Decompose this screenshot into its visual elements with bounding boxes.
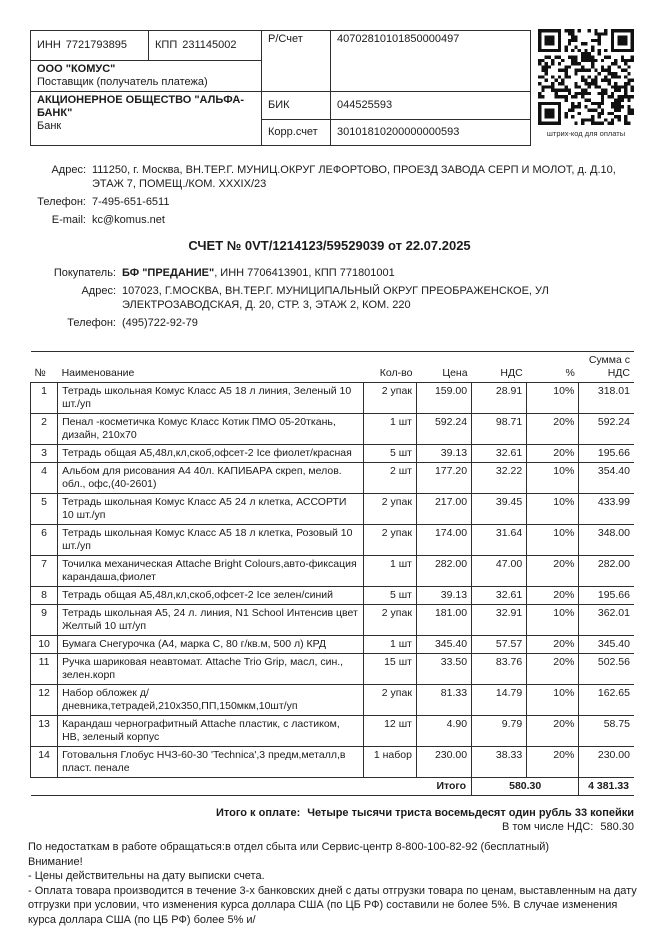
item-quantity: 5 шт: [363, 587, 416, 605]
row-number: 10: [31, 636, 58, 654]
item-vat: 57.57: [472, 636, 527, 654]
table-row: [31, 494, 635, 525]
item-total: 195.66: [579, 445, 634, 463]
item-vat: 9.79: [472, 716, 527, 747]
corr-account-label: Корр.счет: [261, 119, 331, 145]
table-row: [31, 605, 635, 636]
item-total: 195.66: [579, 587, 634, 605]
item-vat-percent: 20%: [527, 747, 579, 778]
item-price: 159.00: [416, 383, 471, 414]
footer-notes: [28, 840, 642, 927]
item-total: 354.40: [579, 463, 634, 494]
items-body: [31, 383, 635, 778]
item-vat: 31.64: [472, 525, 527, 556]
buyer-name-line: [122, 266, 634, 280]
item-name: Карандаш чернографитный Attache пластик, с ластиком, НВ, зеленый корпус: [58, 716, 364, 747]
item-name: Бумага Снегурочка (А4, марка С, 80 г/кв.м, 500 л) КРД: [58, 636, 364, 654]
inn-label: ИНН: [37, 39, 61, 51]
item-vat-percent: 20%: [527, 556, 579, 587]
header-vat: НДС: [472, 352, 527, 383]
item-price: 39.13: [416, 587, 471, 605]
item-vat-percent: 20%: [527, 716, 579, 747]
supplier-phone-row: [28, 195, 634, 209]
items-table: [30, 351, 634, 796]
email-label: E-mail:: [51, 214, 86, 226]
buyer-details: , ИНН 7706413901, КПП 771801001: [214, 267, 395, 279]
item-vat: 47.00: [472, 556, 527, 587]
settlement-account-label: Р/Счет: [261, 31, 331, 91]
table-row: [31, 525, 635, 556]
row-number: 6: [31, 525, 58, 556]
supplier-name: ООО "КОМУС": [37, 63, 116, 75]
supplier-name-cell: [31, 61, 261, 91]
item-vat: 14.79: [472, 685, 527, 716]
item-price: 33.50: [416, 654, 471, 685]
item-vat: 83.76: [472, 654, 527, 685]
item-total: 162.65: [579, 685, 634, 716]
item-name: Тетрадь школьная Комус Класс А5 18 л клетка, Розовый 10 шт./уп: [58, 525, 364, 556]
invoice-title: СЧЕТ № 0VT/1214123/59529039 от 22.07.2025: [188, 238, 471, 253]
item-total: 433.99: [579, 494, 634, 525]
row-number: 9: [31, 605, 58, 636]
item-price: 230.00: [416, 747, 471, 778]
amount-due-line: [30, 806, 634, 820]
item-total: 282.00: [579, 556, 634, 587]
item-vat: 28.91: [472, 383, 527, 414]
item-vat-percent: 10%: [527, 494, 579, 525]
item-quantity: 1 шт: [363, 414, 416, 445]
supplier-role: Поставщик (получатель платежа): [37, 76, 208, 88]
item-price: 81.33: [416, 685, 471, 716]
buyer-block: [28, 266, 634, 334]
item-quantity: 5 шт: [363, 445, 416, 463]
qr-caption: штрих-код для оплаты: [546, 129, 626, 138]
row-number: 4: [31, 463, 58, 494]
item-name: Альбом для рисования А4 40л. КАПИБАРА скреп, мелов. обл., офс,(40-2601): [58, 463, 364, 494]
bank-name-cell: [31, 91, 261, 145]
row-number: 13: [31, 716, 58, 747]
item-vat-percent: 20%: [527, 445, 579, 463]
row-number: 1: [31, 383, 58, 414]
item-vat-percent: 10%: [527, 685, 579, 716]
table-row: [31, 556, 635, 587]
item-vat-percent: 20%: [527, 636, 579, 654]
supplier-kpp: [149, 31, 261, 61]
item-price: 217.00: [416, 494, 471, 525]
vat-included-line: [30, 820, 634, 834]
phone-label: Телефон:: [37, 196, 86, 208]
row-number: 2: [31, 414, 58, 445]
total-sum: 4 381.33: [579, 778, 634, 796]
item-vat-percent: 10%: [527, 605, 579, 636]
item-price: 177.20: [416, 463, 471, 494]
address-label: Адрес:: [51, 164, 86, 176]
amount-due-label: Итого к оплате:: [215, 807, 301, 819]
item-name: Точилка механическая Attache Bright Colours,авто-фиксация карандаша,фиолет: [58, 556, 364, 587]
item-name: Пенал -косметичка Комус Класс Котик ПМО 05-20ткань, дизайн, 210х70: [58, 414, 364, 445]
header-num: №: [31, 352, 58, 383]
item-vat: 39.45: [472, 494, 527, 525]
kpp-label: КПП: [155, 39, 178, 51]
supplier-phone: 7-495-651-6511: [92, 196, 170, 208]
item-quantity: 1 набор: [363, 747, 416, 778]
item-name: Тетрадь школьная Комус Класс А5 24 л клетка, АССОРТИ 10 шт./уп: [58, 494, 364, 525]
items-table-header: [31, 352, 635, 383]
table-row: [31, 463, 635, 494]
item-name: Тетрадь школьная Комус Класс А5 18 л линия, Зеленый 10 шт./уп: [58, 383, 364, 414]
item-quantity: 2 упак: [363, 494, 416, 525]
row-number: 8: [31, 587, 58, 605]
buyer-phone-row: [28, 316, 634, 330]
settlement-account-value: 40702810101850000497: [337, 33, 460, 45]
item-vat: 32.61: [472, 587, 527, 605]
item-vat-percent: 20%: [527, 414, 579, 445]
table-row: [31, 716, 635, 747]
table-row: [31, 654, 635, 685]
row-number: 5: [31, 494, 58, 525]
item-total: 345.40: [579, 636, 634, 654]
supplier-address-row: [28, 163, 634, 191]
item-quantity: 2 упак: [363, 525, 416, 556]
buyer-row: [28, 266, 634, 280]
table-row: [31, 414, 635, 445]
item-price: 345.40: [416, 636, 471, 654]
item-name: Тетрадь школьная А5, 24 л. линия, N1 School Интенсив цвет Желтый 10 шт/уп: [58, 605, 364, 636]
buyer-address: 107023, Г.МОСКВА, ВН.ТЕР.Г. МУНИЦИПАЛЬНЫЙ ОКРУГ ПРЕОБРАЖЕНСКОЕ, УЛ ЭЛЕКТРОЗАВОДСКАЯ, Д. 20, СТР. 3, ЭТАЖ 2, КОМ. 220: [122, 285, 549, 311]
item-name: Тетрадь общая А5,48л,кл,скоб,офсет-2 Ice зелен/синий: [58, 587, 364, 605]
payment-qr-block: [537, 29, 635, 138]
qr-code: [538, 29, 634, 125]
item-vat: 98.71: [472, 414, 527, 445]
item-name: Готовальня Глобус НЧЗ-60-30 'Technica',3 предм,металл,в пласт. пенале: [58, 747, 364, 778]
item-total: 58.75: [579, 716, 634, 747]
item-vat: 32.61: [472, 445, 527, 463]
items-table-footer: [31, 778, 635, 796]
item-price: 282.00: [416, 556, 471, 587]
bik-value: 044525593: [331, 91, 530, 119]
item-total: 318.01: [579, 383, 634, 414]
item-vat: 38.33: [472, 747, 527, 778]
header-pct: %: [527, 352, 579, 383]
supplier-inn: [31, 31, 149, 61]
inn-value: 7721793895: [65, 39, 127, 51]
row-number: 7: [31, 556, 58, 587]
item-quantity: 2 упак: [363, 605, 416, 636]
header-price: Цена: [416, 352, 471, 383]
row-number: 14: [31, 747, 58, 778]
item-vat: 32.22: [472, 463, 527, 494]
item-quantity: 2 шт: [363, 463, 416, 494]
item-vat-percent: 20%: [527, 587, 579, 605]
total-vat: 580.30: [472, 778, 579, 796]
item-price: 4.90: [416, 716, 471, 747]
item-price: 39.13: [416, 445, 471, 463]
footer-line: Внимание!: [28, 855, 83, 868]
supplier-email-row: [28, 213, 634, 227]
header-qty: Кол-во: [363, 352, 416, 383]
buyer-phone: (495)722-92-79: [122, 317, 198, 329]
item-vat-percent: 10%: [527, 463, 579, 494]
bank-details-table: [30, 30, 531, 146]
item-price: 174.00: [416, 525, 471, 556]
item-price: 592.24: [416, 414, 471, 445]
item-vat-percent: 10%: [527, 383, 579, 414]
buyer-address-row: [28, 284, 634, 312]
item-vat-percent: 10%: [527, 525, 579, 556]
supplier-contacts: [28, 163, 634, 231]
header-name: Наименование: [58, 352, 364, 383]
item-vat: 32.91: [472, 605, 527, 636]
kpp-value: 231145002: [182, 39, 237, 51]
amount-due-words: Четыре тысячи триста восемьдесят один рубль 33 копейки: [307, 807, 634, 819]
vat-included-value: 580.30: [600, 821, 634, 833]
bik-label: БИК: [261, 91, 331, 119]
bank-role: Банк: [37, 120, 62, 132]
buyer-label: Покупатель:: [53, 267, 116, 279]
row-number: 3: [31, 445, 58, 463]
bank-name: АКЦИОНЕРНОЕ ОБЩЕСТВО "АЛЬФА-БАНК": [37, 94, 244, 119]
table-row: [31, 685, 635, 716]
table-row: [31, 636, 635, 654]
item-name: Ручка шариковая неавтомат. Attache Trio Grip, масл, син., зелен.корп: [58, 654, 364, 685]
item-total: 362.01: [579, 605, 634, 636]
supplier-email: kc@komus.net: [92, 214, 165, 226]
item-total: 348.00: [579, 525, 634, 556]
footer-line: - Цены действительны на дату выписки счета.: [28, 870, 265, 882]
total-label: Итого: [31, 778, 472, 796]
footer-line: - Оплата товара производится в течение 3-х банковских дней с даты отгрузки товара по ценам, выставленным на дату отгрузки при условии, что изменения курса доллара США (по ЦБ РФ) составили не более 5%. В случае изменения курса доллара США (по ЦБ РФ) более 5% и/: [28, 884, 637, 926]
item-name: Набор обложек д/дневника,тетрадей,210х350,ПП,150мкм,10шт/уп: [58, 685, 364, 716]
total-row: [31, 778, 635, 796]
item-quantity: 12 шт: [363, 716, 416, 747]
buyer-phone-label: Телефон:: [67, 317, 116, 329]
item-quantity: 15 шт: [363, 654, 416, 685]
table-row: [31, 747, 635, 778]
row-number: 12: [31, 685, 58, 716]
item-name: Тетрадь общая А5,48л,кл,скоб,офсет-2 Ice фиолет/красная: [58, 445, 364, 463]
item-total: 502.56: [579, 654, 634, 685]
item-vat-percent: 20%: [527, 654, 579, 685]
footer-line: По недостаткам в работе обращаться:в отдел сбыта или Сервис-центр 8-800-100-82-92 (бесплатный): [28, 841, 550, 853]
table-row: [31, 587, 635, 605]
row-number: 11: [31, 654, 58, 685]
vat-included-label: В том числе НДС:: [501, 821, 594, 833]
table-row: [31, 445, 635, 463]
table-row: [31, 383, 635, 414]
buyer-address-label: Адрес:: [81, 285, 116, 297]
supplier-address: 111250, г. Москва, ВН.ТЕР.Г. МУНИЦ.ОКРУГ ЛЕФОРТОВО, ПРОЕЗД ЗАВОДА СЕРП И МОЛОТ, д. Д.10, ЭТАЖ 7, ПОМЕЩ./КОМ. XXXIX/23: [92, 164, 616, 190]
item-total: 592.24: [579, 414, 634, 445]
item-quantity: 2 упак: [363, 685, 416, 716]
header-total: Сумма с НДС: [579, 352, 634, 383]
corr-account-value: 30101810200000000593: [331, 119, 530, 145]
item-quantity: 1 шт: [363, 556, 416, 587]
item-quantity: 1 шт: [363, 636, 416, 654]
item-quantity: 2 упак: [363, 383, 416, 414]
totals-block: [30, 806, 634, 834]
buyer-name: БФ "ПРЕДАНИЕ": [122, 267, 215, 279]
item-price: 181.00: [416, 605, 471, 636]
item-total: 230.00: [579, 747, 634, 778]
